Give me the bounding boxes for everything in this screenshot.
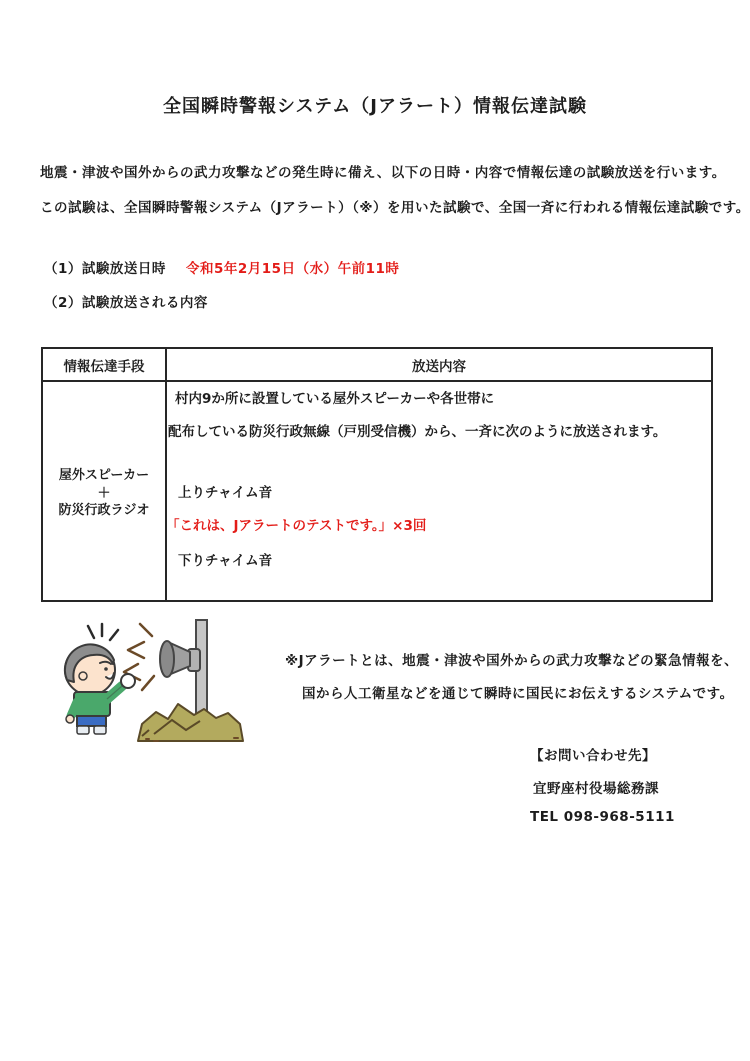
broadcast-table xyxy=(41,347,713,602)
contact-office-name: 宜野座村役場総務課 xyxy=(533,781,659,797)
table-column-divider xyxy=(165,349,167,600)
test-date-value: 令和5年2月15日（水）午前11時 xyxy=(186,261,400,277)
intro-paragraph-1: 地震・津波や国外からの武力攻撃などの発生時に備え、以下の日時・内容で情報伝達の試験放送を行います。 xyxy=(40,165,726,181)
intro-paragraph-2: この試験は、全国瞬時警報システム（Jアラート）（※）を用いた試験で、全国一斉に行われる情報伝達試験です。 xyxy=(40,200,750,216)
person-figure xyxy=(65,624,135,734)
table-header-method: 情報伝達手段 xyxy=(63,358,145,375)
table-header-content: 放送内容 xyxy=(412,358,466,375)
jalert-note-line-2: 国から人工衛星などを通じて瞬時に国民にお伝えするシステムです。 xyxy=(302,686,734,702)
test-message-text: 「これは、Jアラートのテストです。」×3回 xyxy=(166,518,427,534)
jalert-note-line-1: ※Jアラートとは、地震・津波や国外からの武力攻撃などの緊急情報を、 xyxy=(285,653,739,669)
broadcast-description-line-1: 村内9か所に設置している屋外スピーカーや各世帯に xyxy=(175,391,495,407)
contact-phone-number: TEL 098-968-5111 xyxy=(530,809,675,825)
mountains xyxy=(138,704,243,741)
broadcast-description-line-2: 配布している防災行政無線（戸別受信機）から、一斉に次のように放送されます。 xyxy=(168,424,667,440)
chime-down-text: 下りチャイム音 xyxy=(178,553,273,569)
chime-up-text: 上りチャイム音 xyxy=(178,485,273,501)
page-title: 全国瞬時警報システム（Jアラート）情報伝達試験 xyxy=(163,96,587,117)
method-line-plus: ＋ xyxy=(97,485,111,501)
table-header-divider xyxy=(43,380,711,382)
test-date-label: （1）試験放送日時 xyxy=(44,261,166,277)
method-line-speaker: 屋外スピーカー xyxy=(58,468,150,483)
alert-marks-icon xyxy=(88,624,118,640)
contact-heading: 【お問い合わせ先】 xyxy=(530,748,656,764)
table-cell-method xyxy=(43,467,165,520)
person-listening-to-outdoor-speaker-illustration xyxy=(50,618,246,742)
test-content-label: （2）試験放送される内容 xyxy=(44,295,208,311)
method-line-radio: 防災行政ラジオ xyxy=(58,503,150,518)
outdoor-speaker-icon xyxy=(160,641,200,677)
